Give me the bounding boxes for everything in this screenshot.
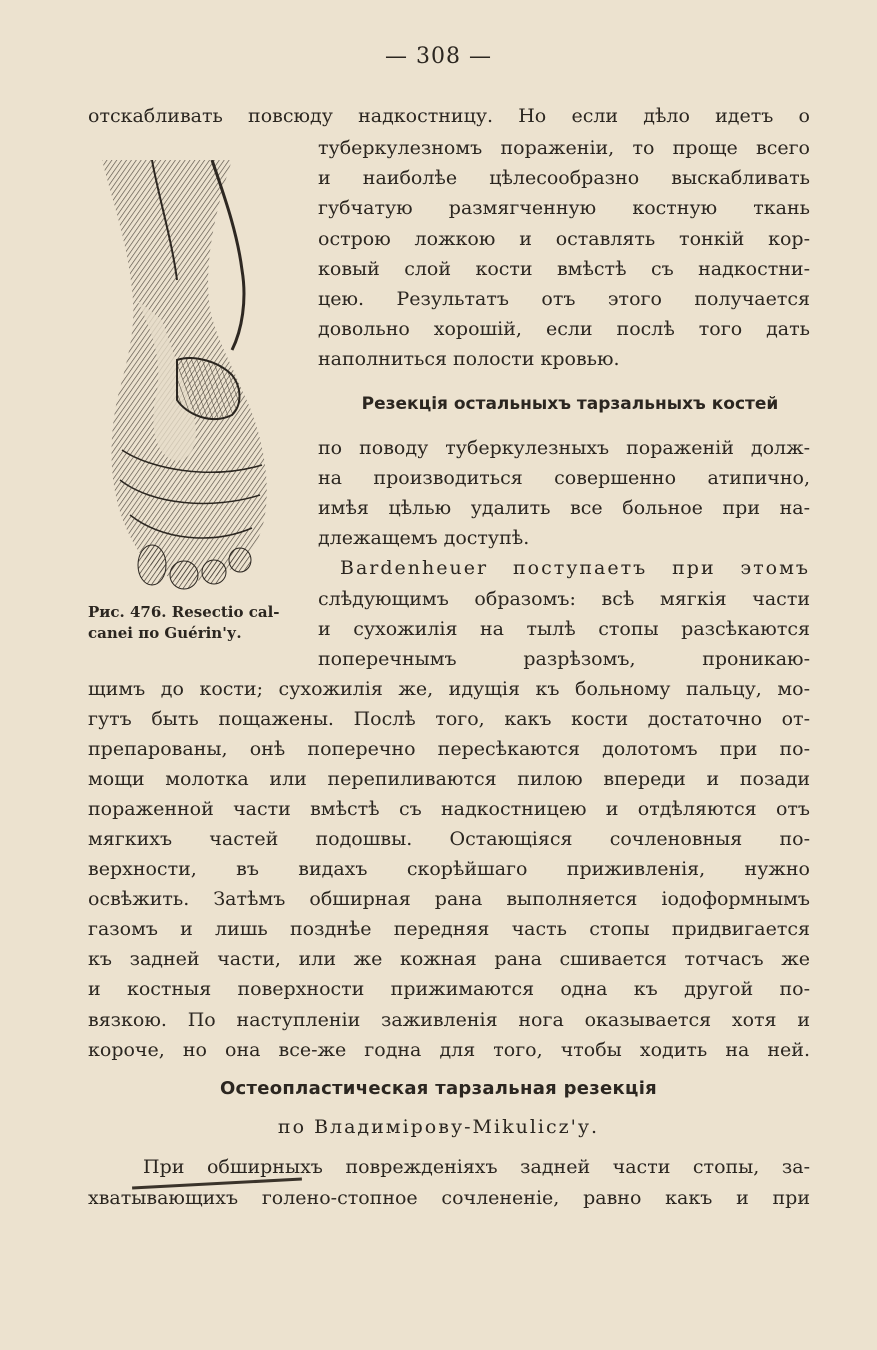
text-line: и сухожилія на тылѣ стопы разсѣкаются <box>318 618 810 640</box>
text-line: мягкихъ частей подошвы. Остающіяся сочленовныя по- <box>88 828 810 850</box>
text-line: на производиться совершенно атипично, <box>318 467 810 489</box>
text-line: по поводу туберкулезныхъ пораженій долж- <box>318 437 810 459</box>
text-line: къ задней части, или же кожная рана сшивается тотчасъ же <box>88 948 810 970</box>
text-line: гутъ быть пощажены. Послѣ того, какъ кости достаточно от- <box>88 708 810 730</box>
figure-caption: Рис. 476. Resectio cal- <box>88 603 280 621</box>
text-line: вязкою. По наступленіи заживленія нога оказывается хотя и <box>88 1009 810 1031</box>
page-number: — 308 — <box>385 44 492 69</box>
foot-illustration <box>92 160 282 590</box>
text-line: поперечнымъ разрѣзомъ, проникаю- <box>318 648 810 670</box>
text-line: препарованы, онѣ поперечно пересѣкаются долотомъ при по- <box>88 738 810 760</box>
text-line: щимъ до кости; сухожилія же, идущія къ больному пальцу, мо- <box>88 678 810 700</box>
text-line: туберкулезномъ пораженіи, то проще всего <box>318 137 810 159</box>
figure-caption: canei по Guérin'у. <box>88 624 242 642</box>
text-line: и костныя поверхности прижимаются одна къ другой по- <box>88 978 810 1000</box>
text-line: ковый слой кости вмѣстѣ съ надкостни- <box>318 258 810 280</box>
text-line: слѣдующимъ образомъ: всѣ мягкія части <box>318 588 810 610</box>
text-line: хватывающихъ голено-стопное сочлененіе, равно какъ и при <box>88 1187 810 1209</box>
text-line: При обширныхъ поврежденіяхъ задней части стопы, за- <box>143 1156 810 1178</box>
text-line: губчатую размягченную костную ткань <box>318 197 810 219</box>
text-line: цею. Результатъ отъ этого получается <box>318 288 810 310</box>
text-line: острою ложкою и оставлять тонкій кор- <box>318 228 810 250</box>
text-line: верхности, въ видахъ скорѣйшаго приживленія, нужно <box>88 858 810 880</box>
text-line: и наиболѣе цѣлесообразно выскабливать <box>318 167 810 189</box>
text-line: короче, но она все-же годна для того, чтобы ходить на ней. <box>88 1039 810 1061</box>
text-line: довольно хорошій, если послѣ того дать <box>318 318 810 340</box>
text-line: освѣжить. Затѣмъ обширная рана выполняется іодоформнымъ <box>88 888 810 910</box>
section-heading: Остеопластическая тарзальная резекція <box>219 1078 658 1099</box>
text-line: отскабливать повсюду надкостницу. Но если дѣло идетъ о <box>88 105 810 127</box>
text-line: наполниться полости кровью. <box>318 348 620 370</box>
text-line: длежащемъ доступѣ. <box>318 527 530 549</box>
section-subheading: по Владимірову-Mikulicz'у. <box>277 1116 600 1138</box>
text-line: пораженной части вмѣстѣ съ надкостницею и отдѣляются отъ <box>88 798 810 820</box>
section-heading: Резекція остальныхъ тарзальныхъ костей <box>361 394 779 414</box>
text-line: газомъ и лишь позднѣе передняя часть стопы придвигается <box>88 918 810 940</box>
text-line: мощи молотка или перепиливаются пилою впереди и позади <box>88 768 810 790</box>
text-line: имѣя цѣлью удалить все больное при на- <box>318 497 810 519</box>
text-line: Bardenheuer поступаетъ при этомъ <box>340 557 810 579</box>
